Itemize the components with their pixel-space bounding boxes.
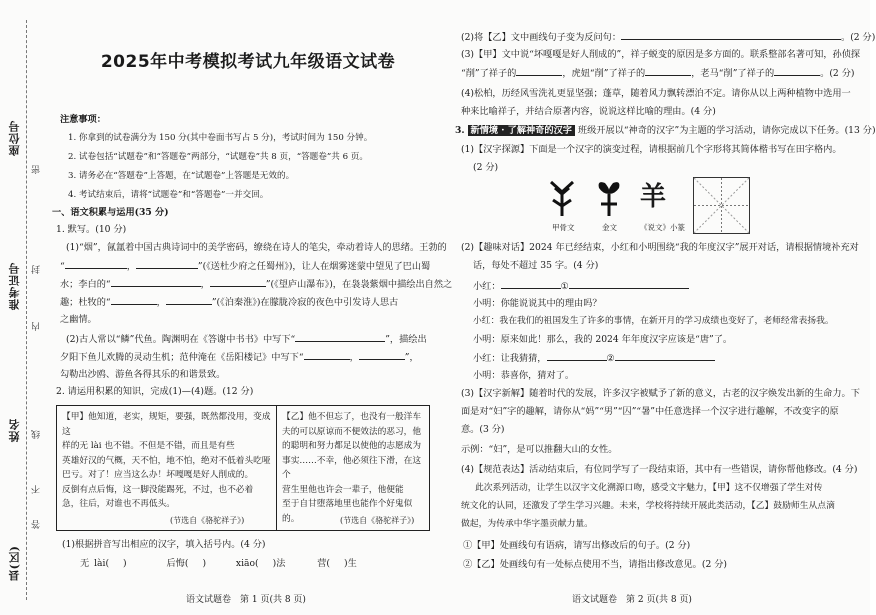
q1-1-line: (1)“烟”，氤氲着中国古典诗词中的美学密码，缭绕在诗人的笔尖，牵动着诗人的思绪。王勃的 — [66, 242, 447, 253]
q3-3: 意。(3 分) — [461, 424, 505, 435]
r-q2-4: (4)松柏，历经风雪洗礼更显坚强；蓬草，随着风力飘转漂泊不定。请你从以上两种植物中选用一 — [461, 88, 851, 99]
q3-4-2: ②【乙】处画线句有一处标点使用不当，请指出修改意见。(2 分) — [463, 559, 727, 570]
section-heading: 一、语文积累与运用(35 分) — [52, 207, 169, 218]
q1-1-line: 水；李白的“ ， ”(《望庐山瀑布》)，在袅袅紫烟中描绘出自然之 — [60, 276, 452, 292]
q1-1-line: “ ， ”(《送杜少府之任蜀州》)，让人在烟雾迷蒙中望见了巴山蜀 — [60, 258, 430, 274]
answer-blank[interactable] — [615, 350, 715, 361]
dialog-line: 小明：原来如此！那么，我的 2024 年年度汉字应该是“唐”了。 — [473, 334, 733, 345]
exam-title: 2025年中考模拟考试九年级语文试卷 — [100, 52, 396, 72]
notice-item: 2. 试卷包括“试题卷”和“答题卷”两部分，“试题卷”共 8 页，“答题卷”共 6 页。 — [68, 152, 368, 162]
cut-mark: 密 — [32, 165, 42, 174]
dialog-line: 小明：恭喜你，猜对了。 — [473, 370, 575, 381]
r-q2-3: (3)【甲】文中说“坏嘎嘎是好人削成的”，祥子蜕变的原因是多方面的。联系整部名著可知，孙侦探 — [461, 49, 861, 60]
notice-item: 3. 请务必在“答题卷”上答题，在“试题卷”上答题是无效的。 — [68, 171, 295, 181]
notice-title: 注意事项： — [60, 114, 106, 125]
dialog-line: 小红：让我猜猜， ② — [473, 350, 715, 366]
seat-number-label: 座位号 — [8, 120, 21, 156]
passage-yi: 【乙】他不但忘了，也没有一般洋车 夫的可以原谅而不便效法的恶习，他 的聪明和努力都足以使他的志愿成为 事实……不幸，他必须往下滑，在这个 营生里他也许会一辈子，他便能 至于自甘堕落地里也能作个好鬼似的。 — [282, 412, 421, 524]
passage-table — [56, 405, 430, 531]
answer-blank[interactable] — [645, 65, 691, 76]
answer-blank[interactable] — [136, 258, 198, 269]
cut-mark: 封 — [32, 265, 42, 274]
county-label: 县(区) — [8, 545, 21, 582]
caption-bronze: 金文 — [602, 223, 617, 232]
q3-3: 面是对“妇”字的趣解，请你从“妈”“男”“囚”“暑”中任意选择一个汉字进行趣解，不改变字的原 — [461, 406, 839, 417]
cut-mark: 线 — [32, 430, 42, 439]
answer-blank[interactable] — [359, 349, 405, 360]
q3-2: (2)【趣味对话】2024 年已经结束，小红和小明围绕“我的年度汉字”展开对话，请根据情境补充对 — [461, 242, 859, 253]
q3-3-example: 示例：“妇”，是可以推翻大山的女性。 — [461, 444, 618, 455]
r-q2-3-blanks: “削”了祥子的 ，虎妞“削”了祥子的 ，老马“削”了祥子的 。(2 分) — [461, 65, 854, 81]
cut-mark: 不 — [32, 485, 42, 494]
q1-1-line: 之幽情。 — [60, 314, 97, 325]
q1-2-line: 夕阳下鱼儿欢腾的灵动生机；范仲淹在《岳阳楼记》中写下“ ， ”， — [60, 349, 419, 365]
answer-blank[interactable] — [304, 349, 350, 360]
question-3: 3. 新情境 · 了解神奇的汉字 班级开展以“神奇的汉字”为主题的学习活动，请你完成以下任务。(13 分) — [455, 125, 876, 136]
q3-4: (4)【规范表达】活动结束后，有位同学写了一段结束语，其中有一些错误，请你帮他修改。(4 分) — [461, 464, 858, 475]
bronze-glyph — [593, 178, 625, 218]
cut-mark: 内 — [32, 322, 42, 331]
answer-blank[interactable] — [210, 276, 266, 287]
q1-2-line: 勾勒出沙鸥、游鱼各得其乐的和谐景致。 — [60, 369, 226, 380]
q3-4-1: ①【甲】处画线句有语病，请写出修改后的句子。(2 分) — [463, 540, 691, 551]
passage-jia: 【甲】他知道，老实，规矩，要强，既然都没用，变成这 样的无 lài 也不错。不但是不错，而且是有些 英雄好汉的气概，天不怕，地不怕，绝对不低着头吃哑 巴亏。对了！应当这么办！坏嘎嘎是好人削成的。 反倒有点后悔，这一脚没能踢死，不过，也不必着 急，往后，对谁也不再低头。 — [57, 406, 277, 530]
caption-oracle: 甲骨文 — [552, 223, 575, 232]
q2-1: (1)根据拼音写出相应的汉字，填入括号内。(4 分) — [62, 539, 266, 550]
q3-4-text: 做起，为传承中华字墨贡献力量。 — [461, 519, 593, 529]
q1-1-line: 趣；杜牧的“ ， ”(《泊秦淮》)在朦胧冷寂的夜色中引发诗人思古 — [60, 294, 398, 310]
q1-2-line: (2)古人常以“鳞”代鱼。陶渊明在《答谢中书书》中写下“ ”，描绘出 — [66, 331, 427, 347]
q3-4-text: 统文化的认同，还激发了学生学习兴趣。未来，学校将持续开展此类活动，【乙】鼓励师生从点滴 — [461, 501, 835, 511]
admission-number-label: 准考证号 — [8, 262, 21, 310]
caption-seal: 《说文》小篆 — [640, 223, 685, 232]
q3-3: (3)【汉字新解】随着时代的发展，许多汉字被赋予了新的意义，古老的汉字焕发出新的生命力。下 — [461, 388, 860, 399]
answer-blank[interactable] — [774, 65, 820, 76]
source-yi: (节选自《骆驼祥子》) — [340, 516, 415, 525]
answer-blank[interactable] — [65, 258, 127, 269]
page-footer-left: 语文试题卷 第 1 页(共 8 页) — [186, 595, 306, 605]
answer-blank[interactable] — [295, 331, 385, 342]
pinyin-row: 无 lài( ) 后悔( ) xiāo( )法 营( )生 — [80, 558, 357, 569]
dialog-line: 小红： ① — [473, 278, 689, 294]
name-label: 姓名 — [8, 418, 21, 442]
binding-margin — [0, 0, 60, 615]
oracle-bone-glyph — [547, 178, 577, 218]
answer-blank[interactable] — [111, 294, 157, 305]
dialog-line: 小明：你能说说其中的理由吗？ — [473, 298, 602, 309]
r-q2-2: (2)将【乙】文中画线句子变为反问句： 。(2 分) — [461, 29, 875, 45]
binding-line — [26, 20, 27, 600]
q3-1-score: (2 分) — [473, 162, 499, 173]
new-context-tag: 新情境 · 了解神奇的汉字 — [468, 125, 575, 136]
seal-script-glyph: 羊 — [640, 182, 667, 212]
tian-zi-ge-grid[interactable] — [693, 177, 750, 234]
q3-1: (1)【汉字探源】下面是一个汉字的演变过程，请根据前几个字形将其简体楷书写在田字格内。 — [461, 144, 842, 155]
q3-2: 话，每处不超过 35 字。(4 分) — [473, 260, 599, 271]
r-q2-4: 种来比喻祥子，并结合原著内容，说说这样比喻的理由。(4 分) — [461, 106, 716, 117]
answer-blank[interactable] — [516, 65, 562, 76]
answer-blank[interactable] — [569, 278, 689, 289]
answer-blank[interactable] — [166, 294, 212, 305]
source-jia: (节选自《骆驼祥子》) — [170, 516, 245, 525]
cut-mark: 答 — [32, 520, 42, 529]
question-1: 1. 默写。(10 分) — [56, 224, 127, 235]
answer-blank[interactable] — [621, 29, 841, 40]
notice-item: 4. 考试结束后，请将“试题卷”和“答题卷”一并交回。 — [68, 190, 269, 200]
question-2: 2. 请运用积累的知识，完成(1)—(4)题。(12 分) — [56, 386, 254, 397]
page-footer-right: 语文试题卷 第 2 页(共 8 页) — [572, 595, 692, 605]
answer-blank[interactable] — [111, 276, 201, 287]
dialog-line: 小红：我在我们的祖国发生了许多的事情，在新开月的学习成绩也变好了，老师经常表扬我。 — [473, 316, 834, 326]
q3-4-text: 此次系列活动，让学生以汉字文化溯源口吻，感受文字魅力，【甲】这不仅增强了学生对传 — [475, 483, 823, 493]
notice-item: 1. 你拿到的试卷满分为 150 分(其中卷面书写占 5 分)，考试时间为 150 分钟。 — [68, 133, 373, 143]
